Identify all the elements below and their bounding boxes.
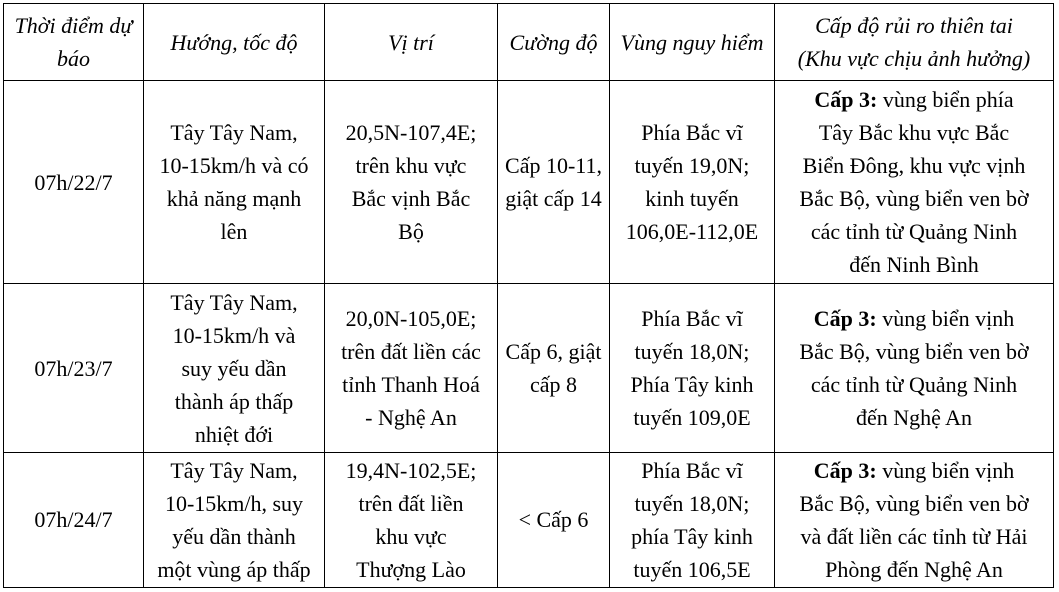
cell-position: 20,5N-107,4E; trên khu vực Bắc vịnh Bắc Bộ xyxy=(325,81,498,284)
cell-danger-zone: Phía Bắc vĩ tuyến 19,0N; kinh tuyến 106,0E-112,0E xyxy=(610,81,775,284)
cell-time: 07h/23/7 xyxy=(4,284,144,452)
header-risk-level: Cấp độ rủi ro thiên tai (Khu vực chịu ảnh hưởng) xyxy=(775,4,1054,81)
cell-intensity: Cấp 10-11, giật cấp 14 xyxy=(498,81,610,284)
cell-intensity: Cấp 6, giật cấp 8 xyxy=(498,284,610,452)
cell-danger-zone: Phía Bắc vĩ tuyến 18,0N; Phía Tây kinh tuyến 109,0E xyxy=(610,284,775,452)
cell-time: 07h/22/7 xyxy=(4,81,144,284)
table-row xyxy=(4,452,1054,587)
cell-position: 20,0N-105,0E; trên đất liền các tỉnh Thanh Hoá - Nghệ An xyxy=(325,284,498,452)
cell-time: 07h/24/7 xyxy=(4,452,144,587)
header-time: Thời điểm dự báo xyxy=(4,4,144,81)
header-row xyxy=(4,4,1054,81)
header-intensity: Cường độ xyxy=(498,4,610,81)
risk-level-label: Cấp 3: xyxy=(813,306,877,332)
cell-risk-level: Cấp 3: vùng biển vịnh Bắc Bộ, vùng biển ven bờ và đất liền các tỉnh từ Hải Phòng đến Nghệ An xyxy=(775,452,1054,587)
cell-direction-speed: Tây Tây Nam, 10-15km/h và có khả năng mạnh lên xyxy=(144,81,325,284)
cell-direction-speed: Tây Tây Nam, 10-15km/h và suy yếu dần thành áp thấp nhiệt đới xyxy=(144,284,325,452)
table-row xyxy=(4,284,1054,452)
storm-forecast-table xyxy=(3,3,1054,588)
header-danger-zone: Vùng nguy hiểm xyxy=(610,4,775,81)
cell-position: 19,4N-102,5E; trên đất liền khu vực Thượng Lào xyxy=(325,452,498,587)
table-row xyxy=(4,81,1054,284)
cell-risk-level: Cấp 3: vùng biển vịnh Bắc Bộ, vùng biển ven bờ các tỉnh từ Quảng Ninh đến Nghệ An xyxy=(775,284,1054,452)
header-position: Vị trí xyxy=(325,4,498,81)
risk-level-label: Cấp 3: xyxy=(813,457,877,483)
risk-level-label: Cấp 3: xyxy=(814,87,878,113)
cell-direction-speed: Tây Tây Nam, 10-15km/h, suy yếu dần thành một vùng áp thấp xyxy=(144,452,325,587)
header-direction-speed: Hướng, tốc độ xyxy=(144,4,325,81)
cell-intensity: < Cấp 6 xyxy=(498,452,610,587)
cell-risk-level: Cấp 3: vùng biển phía Tây Bắc khu vực Bắc Biển Đông, khu vực vịnh Bắc Bộ, vùng biển ven bờ các tỉnh từ Quảng Ninh đến Ninh Bình xyxy=(775,81,1054,284)
cell-danger-zone: Phía Bắc vĩ tuyến 18,0N; phía Tây kinh tuyến 106,5E xyxy=(610,452,775,587)
